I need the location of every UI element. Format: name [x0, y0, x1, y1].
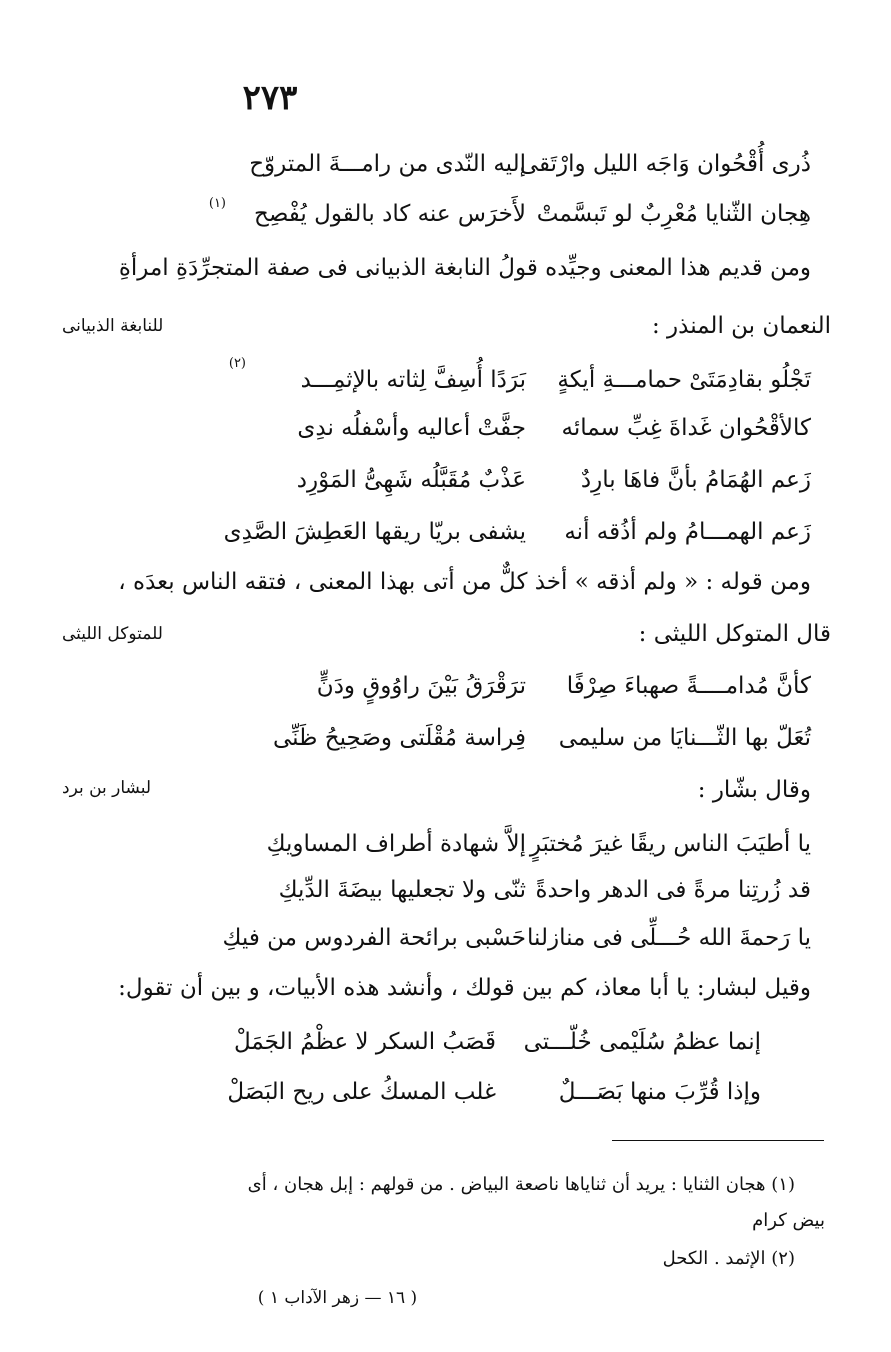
verse-hemistich: حَسْبى برائحة الفردوس من فيكِ — [222, 925, 526, 951]
verse-hemistich: قَصَبُ السكر لا عظْمُ الجَمَلْ — [233, 1029, 496, 1055]
verse-hemistich: بَرَدًا أُسِفَّ لِثاته بالإثمِـــد — [300, 367, 526, 393]
footnote: (١) هجان الثنايا : يريد أن ثناياها ناصعة البياض . من قولهم : إبل هجان ، أى — [247, 1174, 795, 1195]
margin-attribution: للمتوكل الليثى — [62, 624, 163, 644]
poet-intro: النعمان بن المنذر : — [651, 313, 831, 339]
footnote-marker: (١) — [208, 196, 226, 211]
footnote-marker: (٢) — [228, 356, 246, 371]
verse-hemistich: ترَقْرَقُ بَيْنَ راوُوقٍ ودَنٍّ — [316, 673, 526, 699]
margin-attribution: لبشار بن برد — [62, 778, 152, 798]
verse-hemistich: يا رَحمةَ الله حُـــلِّى فى منازلنا — [527, 925, 811, 951]
footnote: بيض كرام — [752, 1210, 825, 1231]
verse-hemistich: غلب المسكُ على ريح البَصَلْ — [227, 1079, 496, 1105]
verse-hemistich: يا أطيَبَ الناس ريقًا غيرَ مُختبَرٍ — [529, 831, 811, 857]
margin-attribution: للنابغة الذبيانى — [62, 316, 164, 336]
verse-hemistich: إلاَّ شهادة أطراف المساويكِ — [266, 831, 526, 857]
page-number: ٢٧٣ — [242, 78, 298, 118]
footnote-divider — [612, 1140, 824, 1141]
verse-hemistich: إليه النّدى من رامـــةَ المتروّح — [249, 151, 526, 177]
verse-hemistich: تَجْلُو بقادِمَتَىْ حمامـــةِ أيكةٍ — [557, 367, 811, 393]
verse-hemistich: ذُرى أُقْحُوان وَاجَه الليل وارْتَقى — [519, 151, 811, 177]
verse-hemistich: ثنّى ولا تجعليها بيضَةَ الدِّيكِ — [278, 877, 526, 903]
verse-hemistich: فِراسة مُقْلَتى وصَحِيحُ ظَنِّى — [273, 725, 526, 751]
prose-line: ومن قوله : « ولم أذقه » أخذ كلٌّ من أتى بهذا المعنى ، فتقه الناس بعدَه ، — [118, 569, 811, 595]
verse-hemistich: تُعَلّ بها الثّـــنايَا من سليمى — [558, 725, 811, 751]
poet-intro: وقال بشّار : — [697, 777, 811, 803]
poet-intro: قال المتوكل الليثى : — [638, 621, 831, 647]
footnote: (٢) الإثمد . الكحل — [662, 1248, 795, 1269]
verse-hemistich: عَذْبٌ مُقَبَّلُه شَهِىُّ المَوْرِد — [296, 467, 526, 493]
verse-hemistich: زَعم الهُمَامُ بأنَّ فاهَا بارِدٌ — [580, 467, 811, 493]
verse-hemistich: يشفى بريّا ريقها العَطِشَ الصَّدِى — [223, 519, 526, 545]
verse-hemistich: هِجان الثّنايا مُعْرِبٌ لو تَبسَّمتْ — [536, 201, 811, 227]
verse-hemistich: وإذا قُرِّبَ منها بَصَـــلٌ — [558, 1079, 761, 1105]
verse-hemistich: جفَّتْ أعاليه وأسْفلُه ندِى — [297, 415, 526, 441]
page-footer-signature: ( ١٦ — زهر الآداب ١ ) — [257, 1288, 418, 1308]
verse-hemistich: إنما عظمُ سُلَيْمى خُلّـــتى — [523, 1029, 761, 1055]
verse-hemistich: زَعم الهمـــامُ ولم أذُقه أنه — [564, 519, 811, 545]
verse-hemistich: قد زُرتِنا مرةً فى الدهر واحدةً — [535, 877, 811, 903]
verse-hemistich: كأنَّ مُدامــــةً صهباءَ صِرْفًا — [566, 673, 811, 699]
verse-hemistich: لأَخرَس عنه كاد بالقول يُفْصِح — [253, 201, 526, 227]
verse-hemistich: كالأقْحُوان غَداةَ غِبِّ سمائه — [561, 415, 811, 441]
prose-line: ومن قديم هذا المعنى وجيِّده قولُ النابغة الذبيانى فى صفة المتجرِّدَةِ امرأةِ — [118, 255, 811, 281]
prose-line: وقيل لبشار: يا أبا معاذ، كم بين قولك ، وأنشد هذه الأبيات، و بين أن تقول: — [118, 975, 811, 1001]
